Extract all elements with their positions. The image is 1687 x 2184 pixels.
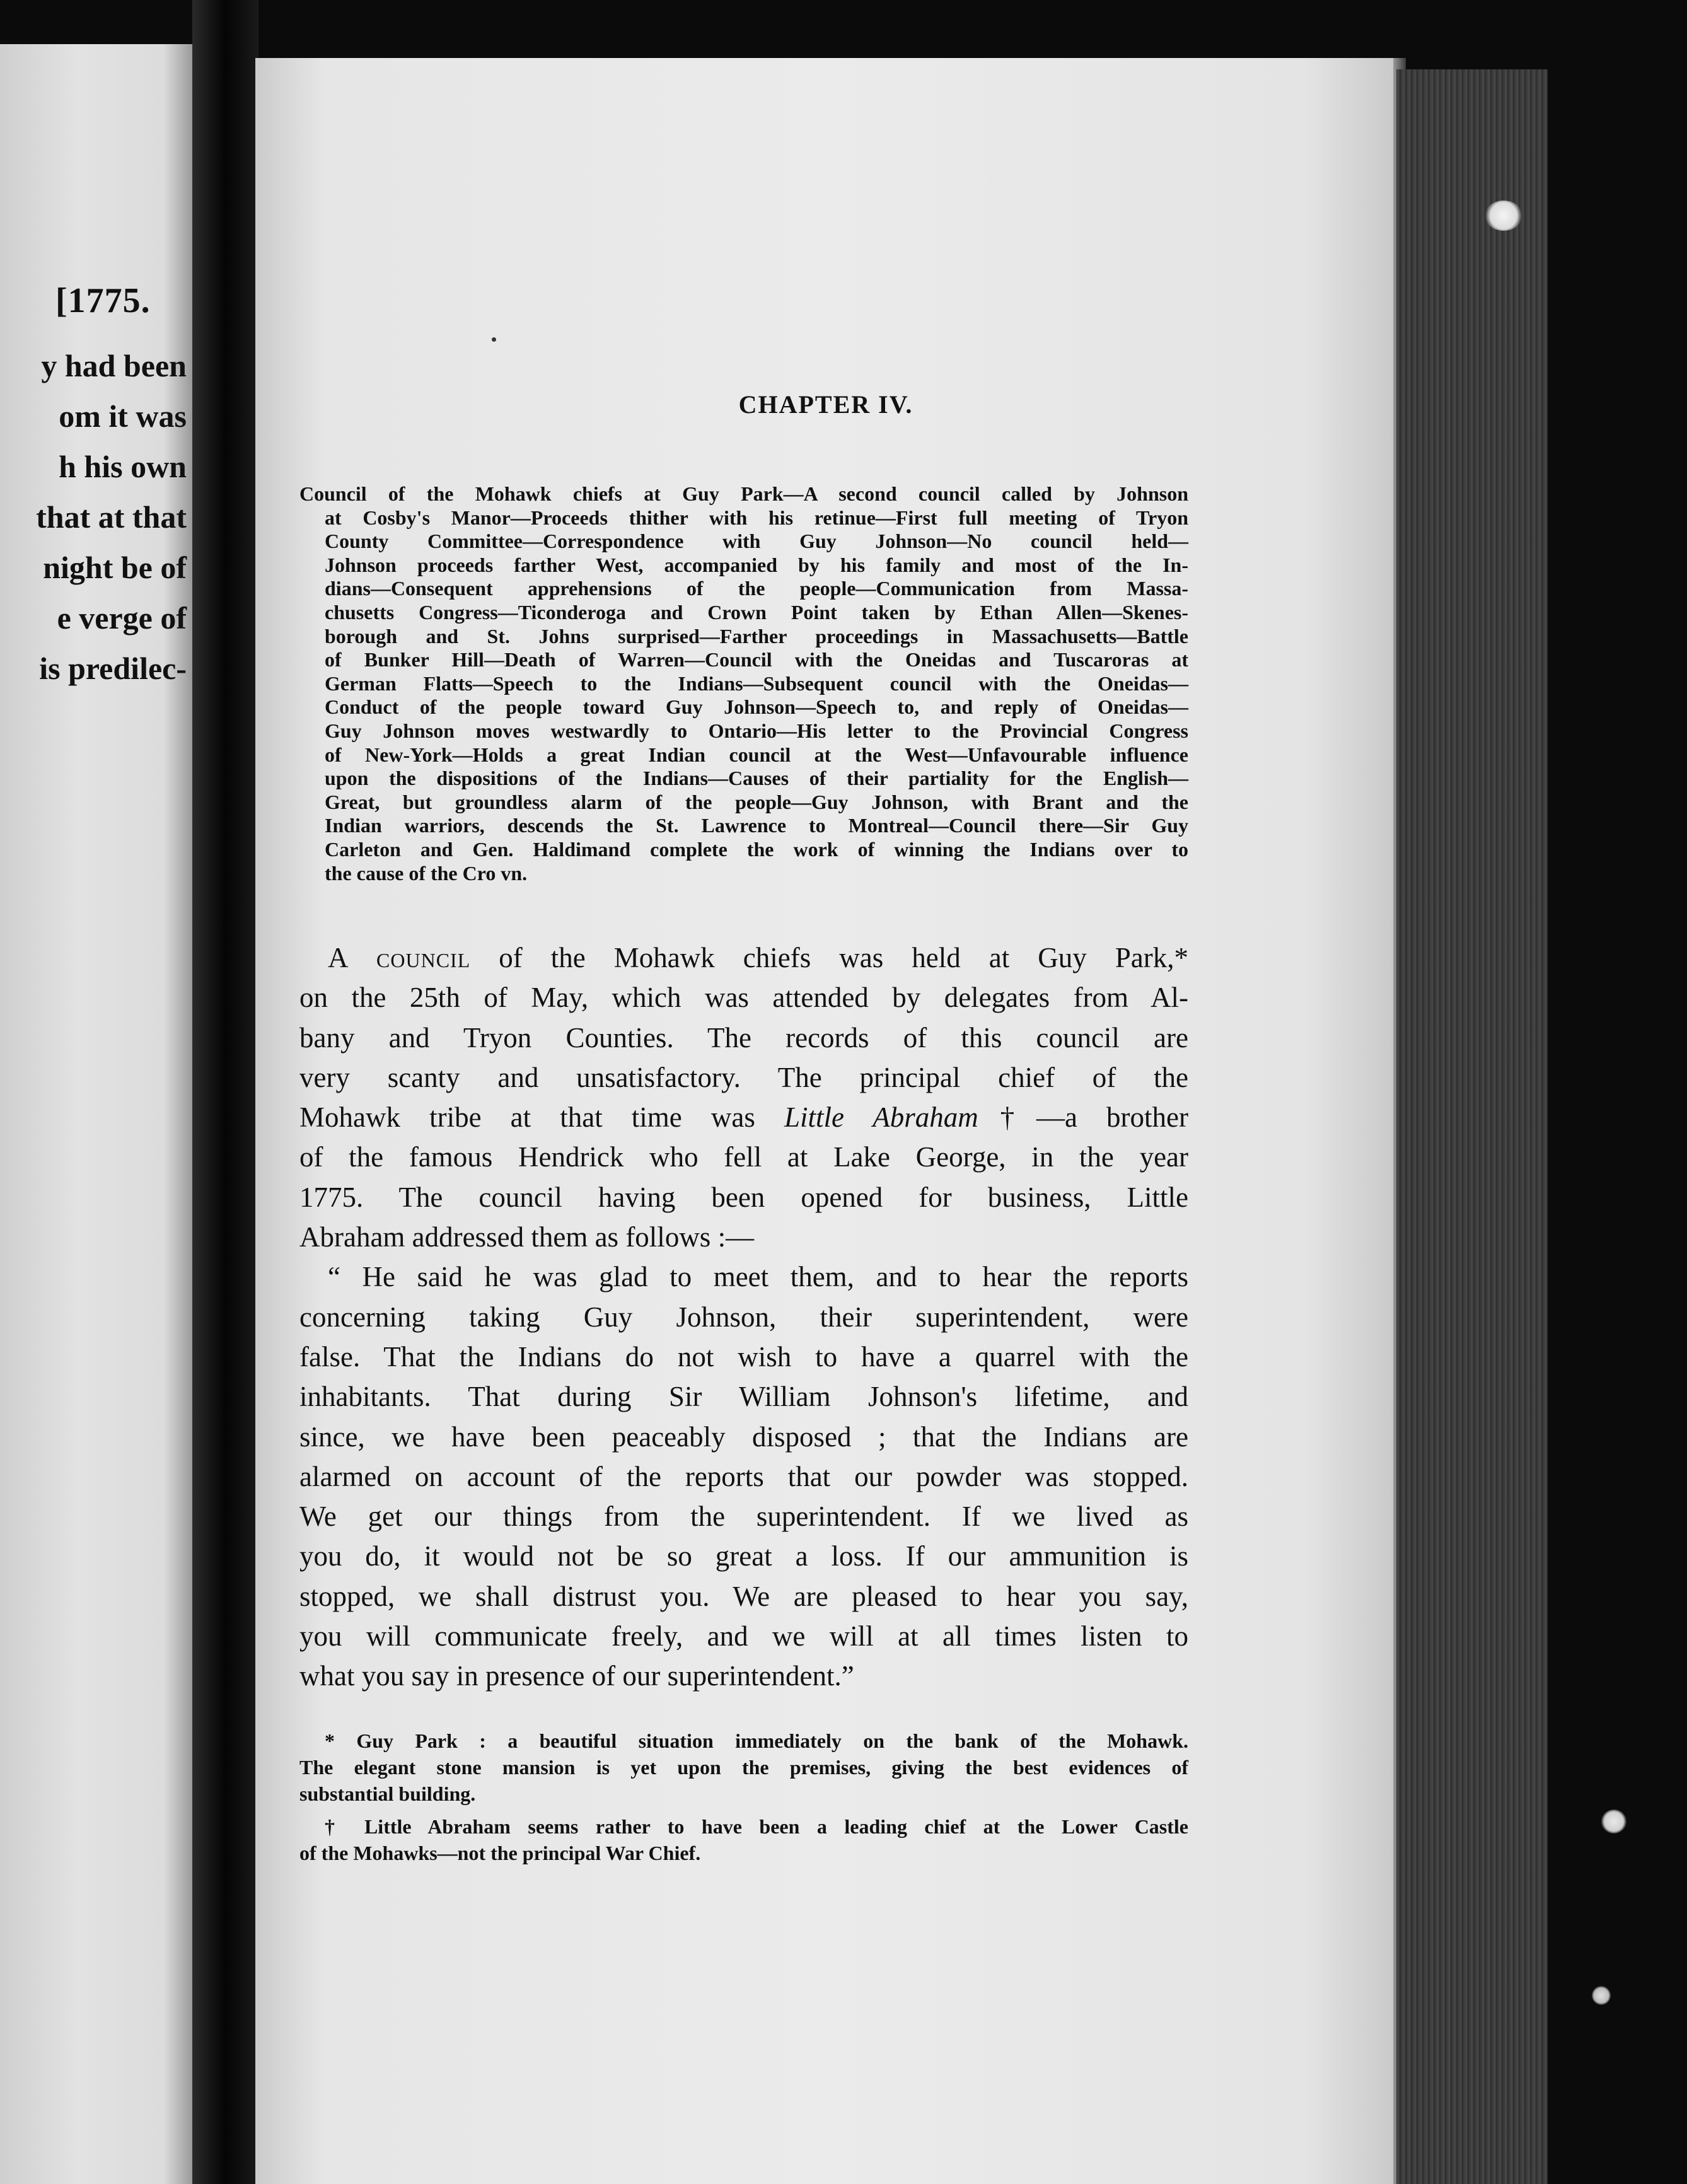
body-line: [299, 1098, 1188, 1137]
synopsis-line: Guy Johnson moves westwardly to Ontario—His letter to the Provincial Congress: [325, 719, 1188, 742]
body-line: bany and Tryon Counties. The records of this council are: [299, 1021, 1188, 1054]
synopsis-line: chusetts Congress—Ticonderoga and Crown Point taken by Ethan Allen—Skenes-: [325, 600, 1188, 624]
synopsis-line: upon the dispositions of the Indians—Causes of their partiality for the English—: [325, 767, 1188, 790]
body-line: you will communicate freely, and we will at all times listen to: [299, 1620, 1188, 1653]
scan-artifact-spot: [1485, 200, 1522, 231]
synopsis-line: Great, but groundless alarm of the people—Guy Johnson, with Brant and the: [325, 790, 1188, 813]
left-page-line: is predilec-: [39, 651, 187, 686]
body-line: [299, 938, 1188, 978]
synopsis-line: dians—Consequent apprehensions of the people—Communication from Massa-: [325, 577, 1188, 600]
body-line: false. That the Indians do not wish to have a quarrel with the: [299, 1340, 1188, 1373]
body-line: what you say in presence of our superintendent.”: [299, 1660, 854, 1692]
footnote-line: * Guy Park : a beautiful situation immediately on the bank of the Mohawk.: [325, 1729, 1188, 1752]
body-line: inhabitants. That during Sir William Johnson's lifetime, and: [299, 1381, 1188, 1413]
synopsis-line: Indian warriors, descends the St. Lawrence to Montreal—Council there—Sir Guy: [325, 814, 1188, 837]
left-page-text-fragment: [0, 340, 187, 694]
body-line: on the 25th of May, which was attended by delegates from Al-: [299, 982, 1188, 1014]
book-fore-edge: [1396, 69, 1548, 2184]
left-page-year-header: [1775.: [55, 281, 151, 320]
body-line: We get our things from the superintendent. If we lived as: [299, 1501, 1188, 1533]
footnote-line: of the Mohawks—not the principal War Chief.: [299, 1842, 701, 1864]
body-line: concerning taking Guy Johnson, their superintendent, were: [299, 1301, 1188, 1333]
synopsis-line: Council of the Mohawk chiefs at Guy Park—A second council called by Johnson: [299, 482, 1188, 505]
body-line: stopped, we shall distrust you. We are pleased to hear you say,: [299, 1580, 1188, 1612]
ink-speck: [492, 337, 496, 342]
italic-name: Little Abraham: [784, 1101, 978, 1134]
scan-artifact-spot: [1601, 1809, 1626, 1833]
footnote-line: The elegant stone mansion is yet upon the premises, giving the best evidences of: [299, 1756, 1188, 1779]
footnotes: [299, 1728, 1188, 1866]
left-page-line: night be of: [43, 550, 187, 585]
synopsis-line: German Flatts—Speech to the Indians—Subsequent council with the Oneidas—: [325, 671, 1188, 695]
body-line: “ He said he was glad to meet them, and to hear the reports: [328, 1261, 1188, 1293]
footnote-line: † Little Abraham seems rather to have been a leading chief at the Lower Castle: [325, 1815, 1188, 1838]
synopsis-line: at Cosby's Manor—Proceeds thither with his retinue—First full meeting of Tryon: [325, 506, 1188, 529]
footnote-line: substantial building.: [299, 1782, 476, 1805]
left-page-line: om it was: [59, 398, 187, 434]
body-line: you do, it would not be so great a loss. If our ammunition is: [299, 1540, 1188, 1572]
chapter-synopsis: [299, 482, 1188, 885]
synopsis-line: Conduct of the people toward Guy Johnson—Speech to, and reply of Oneidas—: [325, 695, 1188, 719]
left-page-line: h his own: [59, 449, 187, 484]
body-line: very scanty and unsatisfactory. The principal chief of the: [299, 1061, 1188, 1093]
opening-small-caps: A council: [328, 942, 471, 973]
body-line: of the famous Hendrick who fell at Lake George, in the year: [299, 1141, 1188, 1173]
left-facing-page: [0, 44, 192, 2184]
chapter-title: CHAPTER IV.: [738, 390, 913, 419]
left-page-line: that at that: [36, 499, 187, 535]
body-text: [299, 938, 1188, 1697]
synopsis-line: Johnson proceeds farther West, accompanied by his family and most of the In-: [325, 553, 1188, 576]
body-line: since, we have been peaceably disposed ; that the Indians are: [299, 1420, 1188, 1453]
synopsis-line: borough and St. Johns surprised—Farther proceedings in Massachusetts—Battle: [325, 624, 1188, 648]
synopsis-line: the cause of the Cro vn.: [325, 861, 528, 885]
left-page-line: y had been: [41, 348, 187, 383]
synopsis-line: of Bunker Hill—Death of Warren—Council with the Oneidas and Tuscaroras at: [325, 648, 1188, 671]
left-page-line: e verge of: [57, 600, 187, 636]
body-line-text: Mohawk tribe at that time was: [299, 1101, 784, 1134]
body-line-text: †—a brother: [978, 1101, 1188, 1134]
body-line: alarmed on account of the reports that our powder was stopped.: [299, 1460, 1188, 1492]
body-line-text: of the Mohawk chiefs was held at Guy Park,*: [470, 942, 1189, 973]
synopsis-line: Carleton and Gen. Haldimand complete the work of winning the Indians over to: [325, 837, 1188, 861]
book-gutter: [192, 0, 258, 2184]
body-line: Abraham addressed them as follows :—: [299, 1221, 755, 1253]
body-line: 1775. The council having been opened for business, Little: [299, 1181, 1188, 1213]
synopsis-line: of New-York—Holds a great Indian council at the West—Unfavourable influence: [325, 743, 1188, 766]
scan-artifact-spot: [1592, 1986, 1611, 2005]
synopsis-line: County Committee—Correspondence with Guy Johnson—No council held—: [325, 530, 1188, 553]
